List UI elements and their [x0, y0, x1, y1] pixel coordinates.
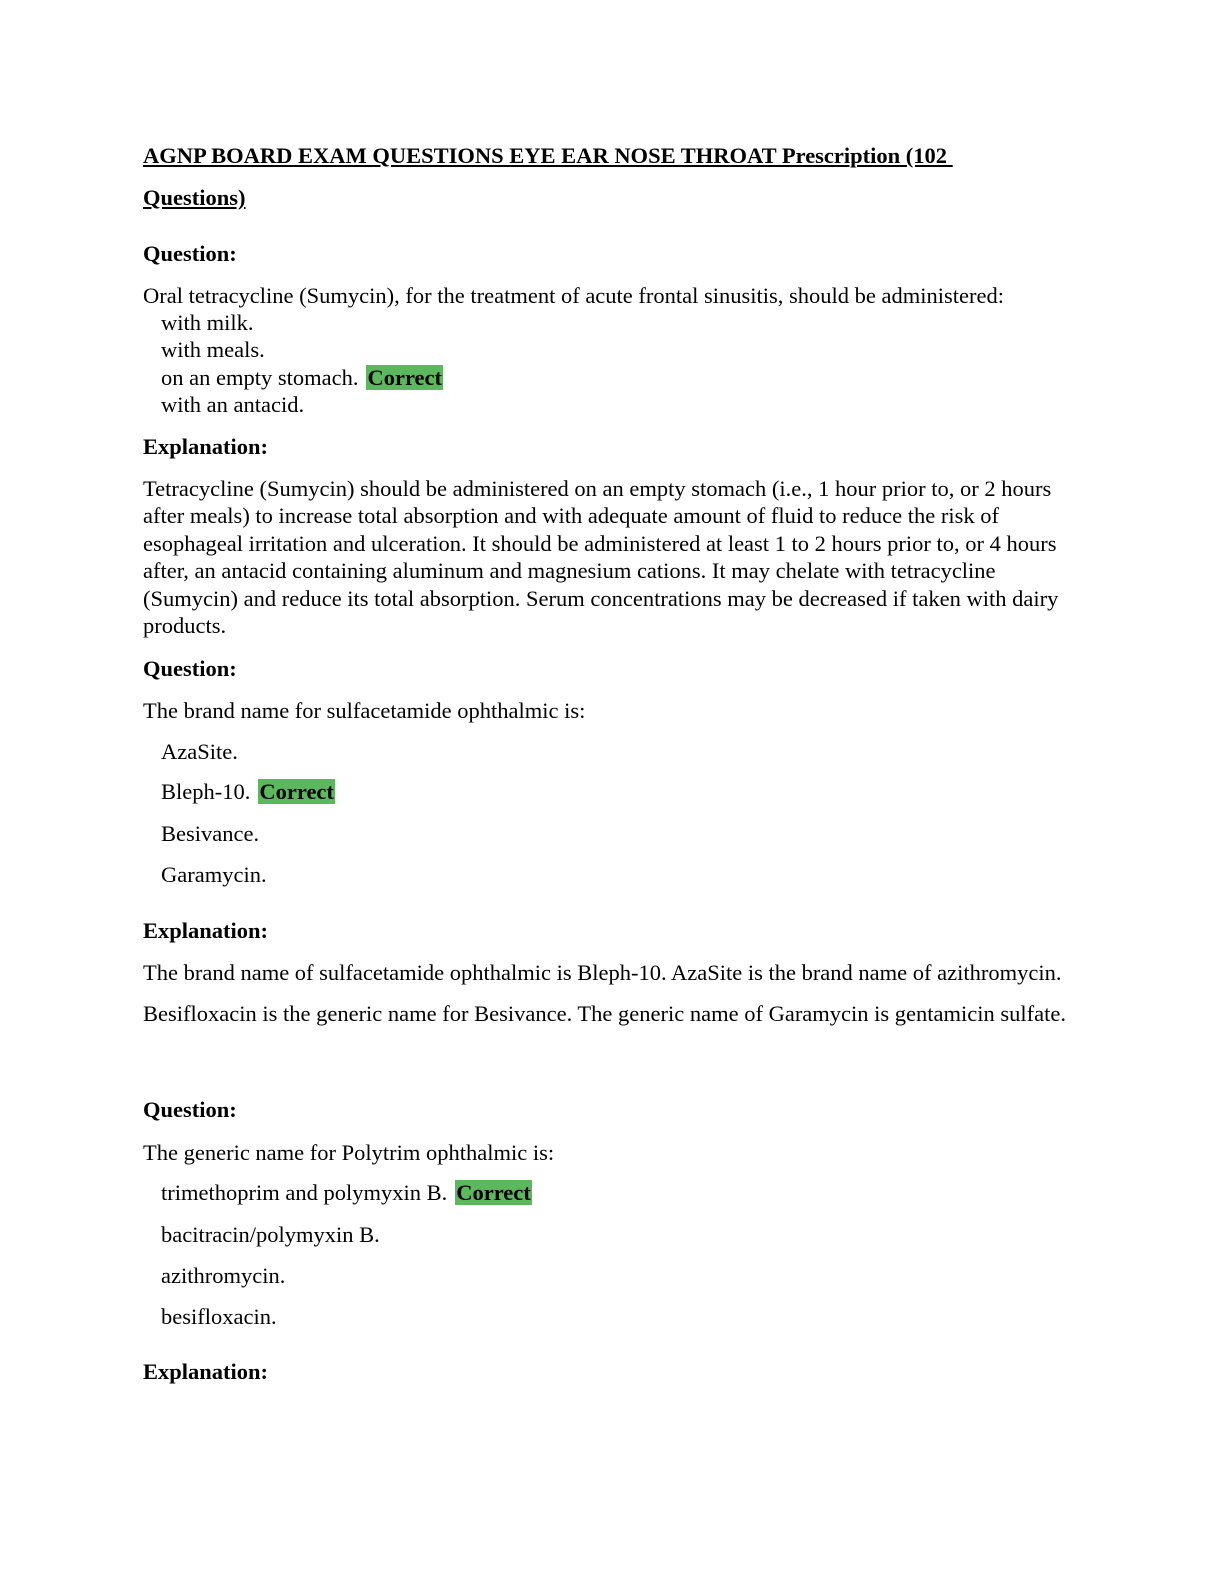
question-2-option-b-label: Bleph-10.: [161, 779, 251, 804]
explanation-2-text: The brand name of sulfacetamide ophthalmic is Bleph-10. AzaSite is the brand name of azithromycin. Besifloxacin is the generic name for Besivance. The generic name of Garamycin is gentamicin sulfate.: [143, 960, 1066, 1027]
explanation-2-heading: Explanation:: [143, 918, 269, 943]
question-2-option-a: AzaSite.: [161, 739, 238, 764]
document-title-line-2: Questions): [143, 185, 246, 210]
question-1-text: Oral tetracycline (Sumycin), for the treatment of acute frontal sinusitis, should be administered:: [143, 283, 1004, 308]
question-1-option-a: with milk.: [161, 310, 254, 335]
explanation-3-heading: Explanation:: [143, 1359, 269, 1384]
question-3-heading: Question:: [143, 1097, 237, 1122]
question-2-option-c: Besivance.: [161, 821, 260, 846]
question-1-heading: Question:: [143, 241, 237, 266]
question-2-heading: Question:: [143, 656, 237, 681]
correct-badge: Correct: [259, 779, 334, 804]
question-1-option-c: [161, 364, 443, 392]
question-1-option-c-label: on an empty stomach.: [161, 365, 359, 390]
question-3-text: The generic name for Polytrim ophthalmic is:: [143, 1140, 555, 1165]
question-1-option-d: with an antacid.: [161, 392, 305, 417]
question-3-option-b: bacitracin/polymyxin B.: [161, 1222, 380, 1247]
question-3-option-a: [161, 1179, 532, 1207]
question-3-option-a-label: trimethoprim and polymyxin B.: [161, 1180, 448, 1205]
document-title-line-1: AGNP BOARD EXAM QUESTIONS EYE EAR NOSE THROAT Prescription (102: [143, 143, 953, 168]
correct-badge: Correct: [456, 1180, 531, 1205]
question-2-option-b: [161, 778, 335, 806]
correct-badge: Correct: [367, 365, 442, 390]
question-1-option-b: with meals.: [161, 337, 265, 362]
question-3-option-c: azithromycin.: [161, 1263, 286, 1288]
explanation-1-heading: Explanation:: [143, 434, 269, 459]
question-2-text: The brand name for sulfacetamide ophthalmic is:: [143, 698, 586, 723]
question-2-option-d: Garamycin.: [161, 862, 267, 887]
explanation-1-text: Tetracycline (Sumycin) should be administered on an empty stomach (i.e., 1 hour prior to, or 2 hours after meals) to increase total absorption and with adequate amount of fluid to reduce the risk of esophageal irritation and ulceration. It should be administered at least 1 to 2 hours prior to, or 4 hours after, an antacid containing aluminum and magnesium cations. It may chelate with tetracycline (Sumycin) and reduce its total absorption. Serum concentrations may be decreased if taken with dairy products.: [143, 476, 1059, 639]
question-3-option-d: besifloxacin.: [161, 1304, 277, 1329]
